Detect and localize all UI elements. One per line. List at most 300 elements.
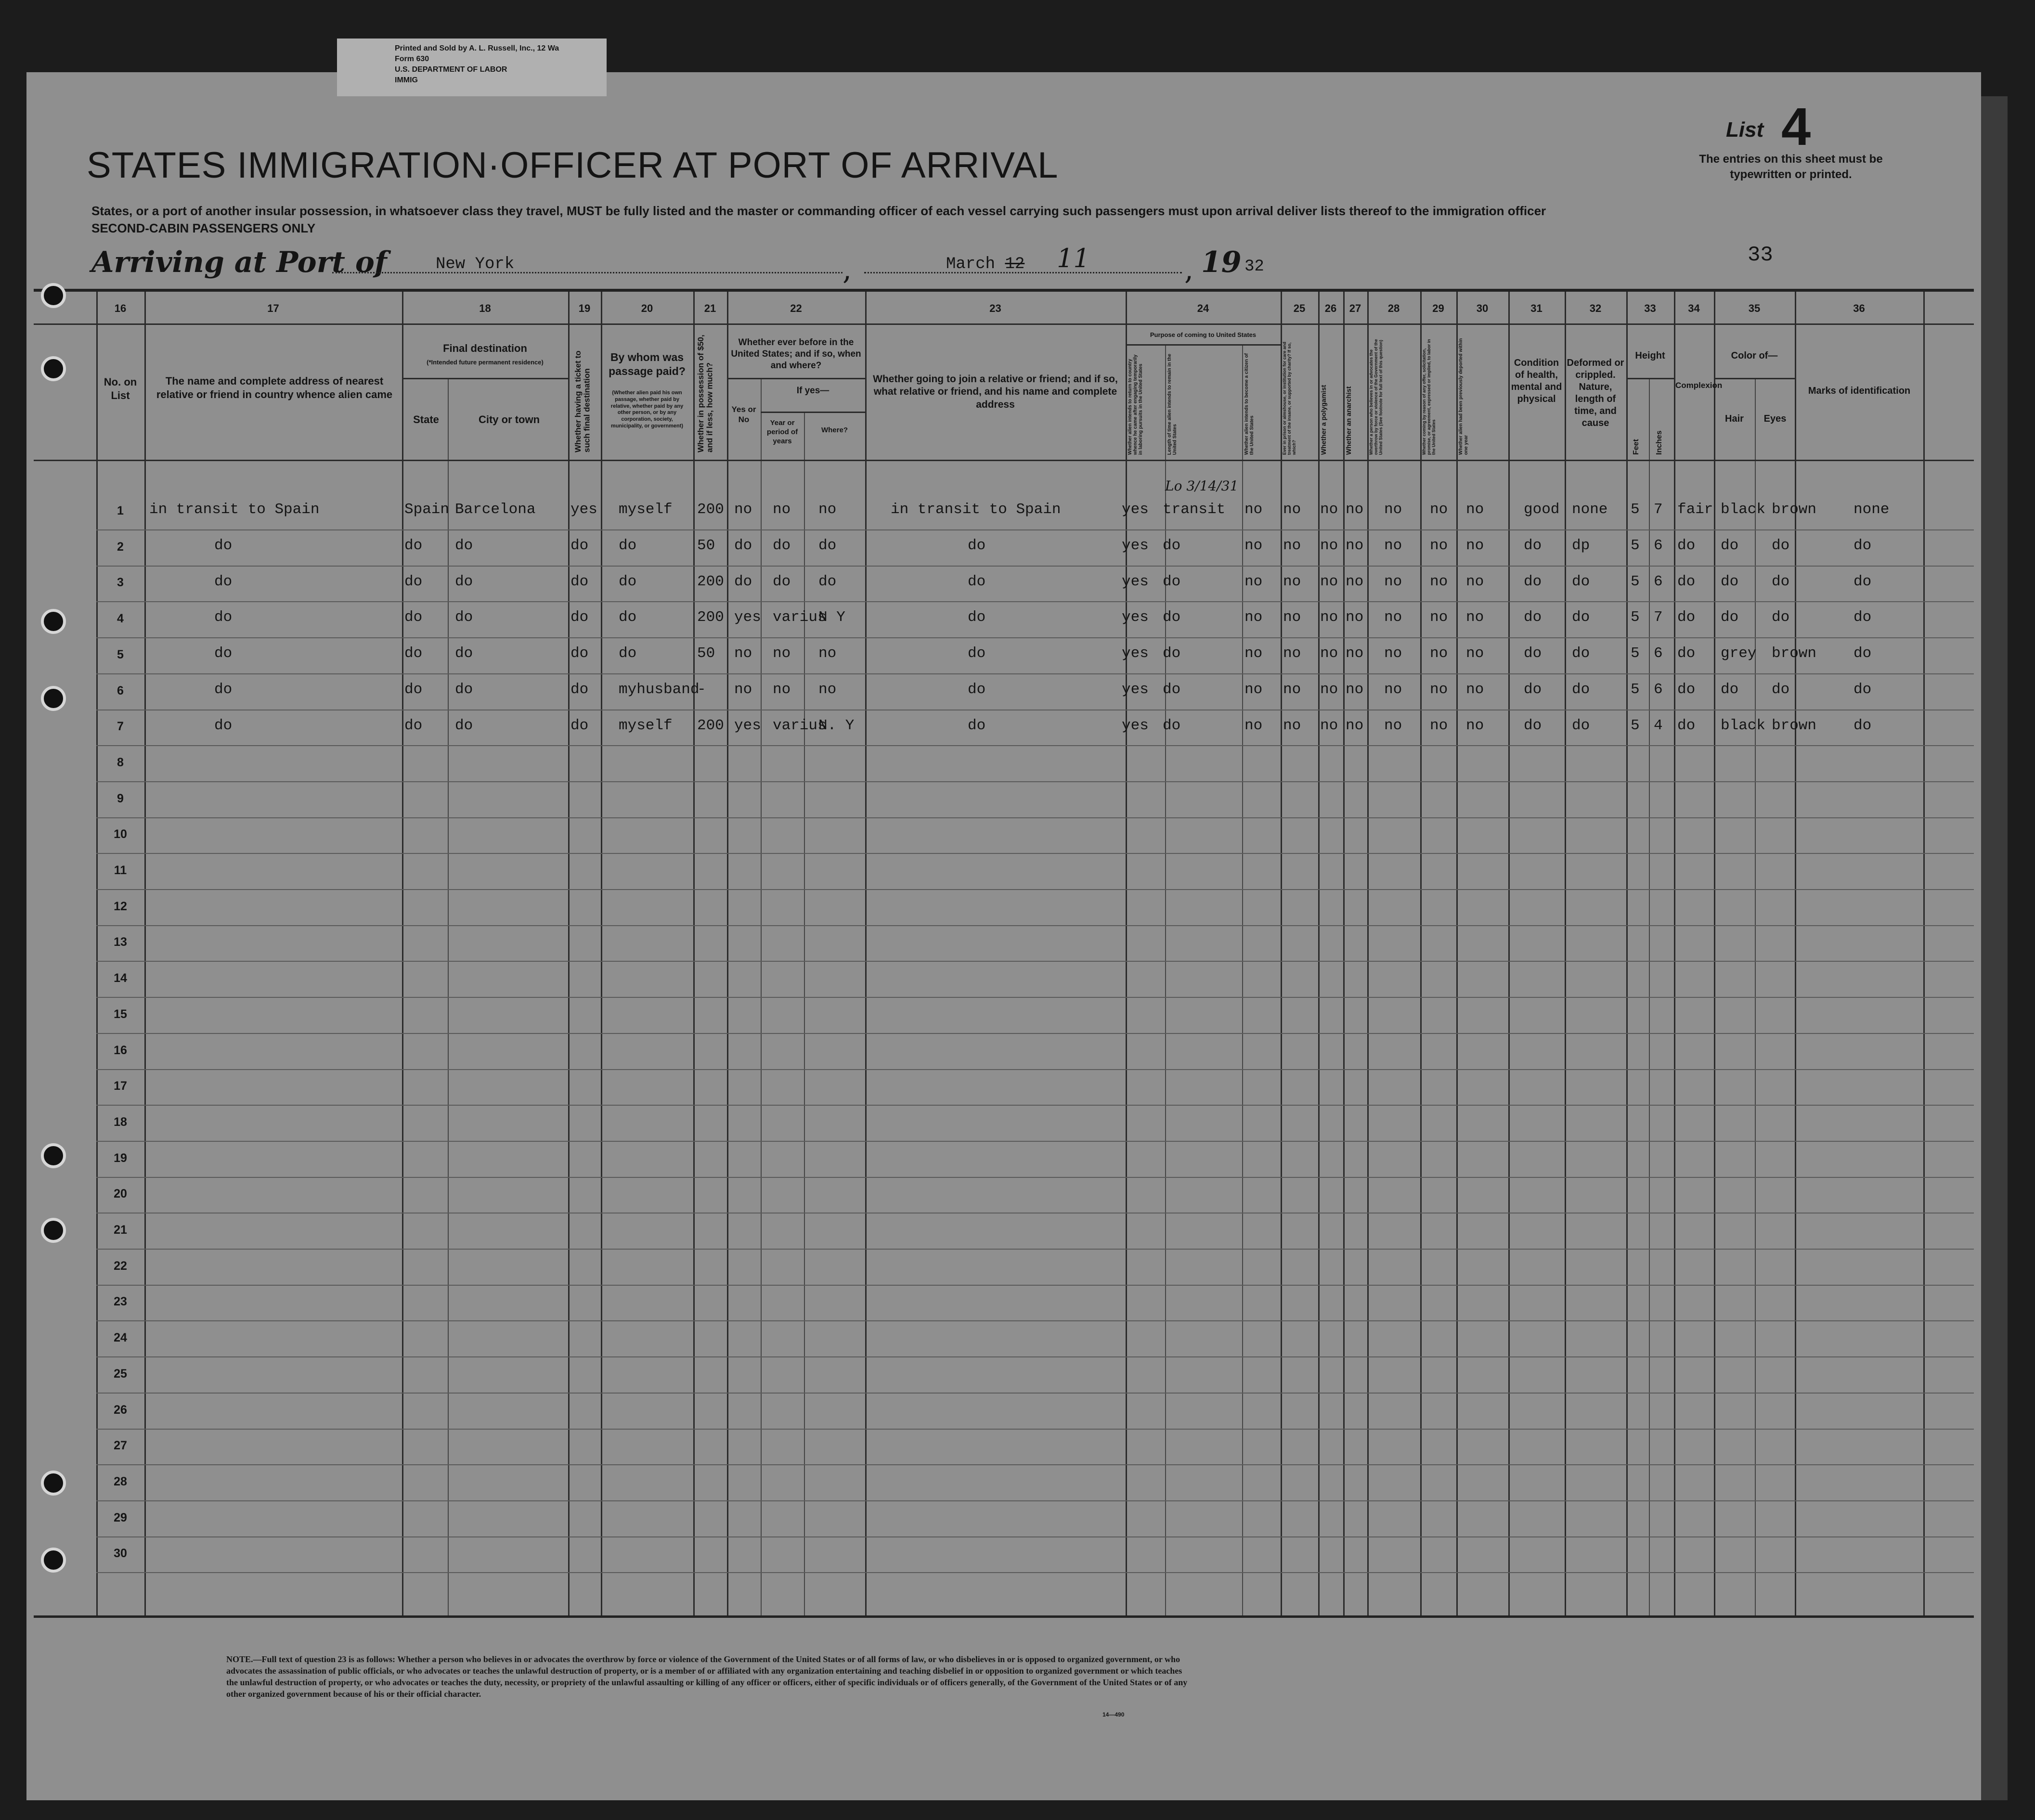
row-number: 26 (114, 1403, 127, 1417)
cell-state: do (404, 609, 423, 626)
cell-city: do (455, 537, 473, 554)
page-title: STATES IMMIGRATION·OFFICER AT PORT OF ARRIVAL (87, 145, 1059, 186)
header-city: City or town (478, 413, 540, 426)
cell-health: do (1524, 609, 1542, 626)
column-number: 20 (641, 302, 653, 314)
row-number: 17 (114, 1079, 127, 1093)
row-number: 29 (114, 1511, 127, 1524)
cell-paid: do (619, 573, 637, 590)
row-number: 7 (117, 720, 124, 733)
cell-deported: no (1466, 609, 1484, 626)
row-rule (96, 1285, 1974, 1286)
cell-ever: no (734, 681, 752, 698)
header-deformed: Deformed or crippled. Nature, length of time, and cause (1567, 358, 1624, 428)
column-number: 24 (1197, 302, 1209, 314)
cell-relative: do (214, 681, 233, 698)
year-prefix: 19 (1201, 245, 1242, 279)
row-number: 9 (117, 792, 124, 805)
cell-where: do (818, 573, 837, 590)
row-number: 24 (114, 1331, 127, 1344)
cell-complexion: do (1677, 609, 1696, 626)
arriving-label: Arriving at Port of (91, 245, 387, 279)
cell-state: do (404, 717, 423, 734)
cell-complexion: fair (1677, 501, 1713, 518)
row-rule (96, 961, 1974, 962)
row-number: 5 (117, 648, 124, 661)
cell-city: do (455, 609, 473, 626)
column-number: 26 (1324, 302, 1337, 314)
cell-eyes: do (1772, 609, 1790, 626)
cell-deformed: do (1572, 609, 1590, 626)
cell-deported: no (1466, 681, 1484, 698)
cell-eyes: brown (1772, 501, 1817, 518)
column-number: 36 (1853, 302, 1865, 314)
column-number-rule (34, 323, 1974, 325)
printer-line: Form 630 (395, 55, 429, 63)
cell-ticket: do (570, 681, 589, 698)
header-subrule (727, 378, 865, 379)
cell-joining: do (968, 573, 986, 590)
row-number: 30 (114, 1547, 127, 1560)
cell-feet: 5 (1631, 717, 1640, 734)
cell-return: yes (1122, 609, 1149, 626)
column-number: 32 (1589, 302, 1602, 314)
column-rule (1165, 344, 1166, 1615)
header-state: State (413, 413, 439, 426)
header-anarchist: Whether an anarchist (1345, 386, 1352, 455)
subtitle-line: States, or a port of another insular possession, in whatsoever class they travel, MUST be fully listed and the master or commanding officer of each vessel carrying such passengers must upon arrival deliver lists thereof to the immigration officer (91, 204, 1546, 218)
row-rule (96, 529, 1974, 530)
column-rule (1626, 292, 1628, 1615)
list-number: 4 (1781, 97, 1811, 156)
list-note: The entries on this sheet must be typewritten or printed. (1699, 153, 1883, 181)
cell-joining: do (968, 717, 986, 734)
cell-state: do (404, 681, 423, 698)
port-dotted-line (332, 272, 843, 273)
cell-length: transit (1163, 501, 1226, 518)
cell-state: do (404, 537, 423, 554)
cell-feet: 5 (1631, 573, 1640, 590)
cell-where: N. Y (818, 717, 855, 734)
cell-ever: yes (734, 717, 761, 734)
cell-contract: no (1430, 501, 1448, 518)
cell-marks: none (1854, 501, 1890, 518)
cell-contract: no (1430, 537, 1448, 554)
month-value (946, 255, 1024, 273)
row-number: 15 (114, 1007, 127, 1021)
cell-health: do (1524, 717, 1542, 734)
cell-money: 200 (697, 501, 724, 518)
header-height: Height (1635, 350, 1665, 361)
row-rule (96, 1033, 1974, 1034)
cell-ticket: do (570, 645, 589, 662)
cell-eyes: do (1772, 681, 1790, 698)
cell-hair: grey (1721, 645, 1757, 662)
column-number: 30 (1476, 302, 1489, 314)
header-overthrow: Whether a person who believes in or advocates the overthrow by force or violence of the Government of the United States (See footnote for full text of this question) (1369, 339, 1383, 455)
row-number: 27 (114, 1439, 127, 1452)
cell-ever: do (734, 537, 752, 554)
cell-years: do (773, 573, 791, 590)
cell-paid: myself (619, 717, 673, 734)
day-value: 11 (1057, 243, 1090, 273)
header-passage-note: (Whether alien paid his own passage, whether paid by relative, whether paid by any other person, or by any corporation, society, municipality, or government) (610, 390, 684, 429)
header-hair: Hair (1725, 413, 1744, 424)
cell-citizen: no (1244, 573, 1263, 590)
header-feet: Feet (1632, 439, 1640, 455)
cell-where: do (818, 537, 837, 554)
cell-contract: no (1430, 681, 1448, 698)
separator-comma: , (1184, 253, 1194, 286)
row-rule (96, 1141, 1974, 1142)
cell-hair: do (1721, 537, 1739, 554)
row-rule (96, 1177, 1974, 1178)
row-number: 8 (117, 756, 124, 769)
row-rule (96, 853, 1974, 854)
cell-deported: no (1466, 645, 1484, 662)
cell-money: 50 (697, 537, 715, 554)
cell-money: 200 (697, 573, 724, 590)
cell-money: 50 (697, 645, 715, 662)
cell-contract: no (1430, 609, 1448, 626)
header-if-yes: If yes— (796, 386, 830, 396)
header-color-of: Color of— (1731, 350, 1778, 361)
cell-ticket: do (570, 573, 589, 590)
column-number: 33 (1644, 302, 1656, 314)
row-number: 21 (114, 1223, 127, 1237)
cell-ticket: do (570, 537, 589, 554)
header-subrule (402, 378, 568, 379)
cell-length: do (1163, 717, 1181, 734)
header-purpose-length: Length of time alien intends to remain in the United States (1167, 353, 1178, 455)
column-number: 22 (790, 302, 802, 314)
cell-inches: 6 (1654, 537, 1663, 554)
header-prison: Ever in prison or almshouse, or institution for care and treatment of the insane, or supported by charity? If so, which? (1282, 341, 1296, 455)
row-rule (96, 1105, 1974, 1106)
row-number: 23 (114, 1295, 127, 1308)
row-number: 13 (114, 935, 127, 949)
cell-deformed: do (1572, 717, 1590, 734)
cell-length: do (1163, 537, 1181, 554)
cell-paid: do (619, 609, 637, 626)
header-health: Condition of health, mental and physical (1511, 358, 1562, 404)
row-number: 10 (114, 827, 127, 841)
header-inches: Inches (1655, 430, 1663, 455)
cell-deformed: do (1572, 573, 1590, 590)
row-number: 25 (114, 1367, 127, 1381)
row-rule (96, 1464, 1974, 1465)
punch-hole-icon (41, 686, 66, 711)
row-rule (96, 637, 1974, 638)
cell-hair: do (1721, 681, 1739, 698)
handwritten-annotation: Lo 3/14/31 (1165, 478, 1239, 494)
printer-line: U.S. DEPARTMENT OF LABOR (395, 65, 507, 74)
cell-eyes: brown (1772, 717, 1817, 734)
cell-feet: 5 (1631, 681, 1640, 698)
cell-anarchist: no (1346, 717, 1364, 734)
cell-length: do (1163, 681, 1181, 698)
cell-citizen: no (1244, 537, 1263, 554)
cell-anarchist: no (1346, 681, 1364, 698)
cell-feet: 5 (1631, 501, 1640, 518)
column-rule (1456, 292, 1458, 1615)
header-bottom-rule (34, 460, 1974, 461)
cell-joining: do (968, 681, 986, 698)
cell-anarchist: no (1346, 537, 1364, 554)
cell-health: do (1524, 645, 1542, 662)
cell-marks: do (1854, 537, 1872, 554)
cell-feet: 5 (1631, 645, 1640, 662)
cell-contract: no (1430, 717, 1448, 734)
cell-inches: 4 (1654, 717, 1663, 734)
cell-joining: do (968, 537, 986, 554)
cell-complexion: do (1677, 681, 1696, 698)
row-rule (96, 997, 1974, 998)
header-complexion: Complexion (1675, 381, 1723, 390)
cell-prison: no (1283, 681, 1301, 698)
row-rule (96, 1572, 1974, 1573)
cell-polygamist: no (1320, 645, 1338, 662)
cell-where: no (818, 681, 837, 698)
column-rule (804, 412, 805, 1615)
header-where: Where? (821, 426, 848, 434)
punch-hole-icon (41, 283, 66, 308)
cell-length: do (1163, 645, 1181, 662)
row-rule (96, 601, 1974, 602)
printer-stamp (337, 39, 607, 96)
form-code: 14—490 (1102, 1711, 1125, 1718)
cell-joining: do (968, 609, 986, 626)
punch-hole-icon (41, 1548, 66, 1573)
cell-state: do (404, 645, 423, 662)
cell-marks: do (1854, 717, 1872, 734)
cell-prison: no (1283, 717, 1301, 734)
cell-overthrow: no (1384, 573, 1402, 590)
month-text: March (946, 255, 996, 273)
cell-hair: do (1721, 573, 1739, 590)
row-number: 3 (117, 576, 124, 589)
cell-polygamist: no (1320, 681, 1338, 698)
header-polygamist: Whether a polygamist (1320, 385, 1327, 455)
cell-marks: do (1854, 573, 1872, 590)
header-yes-no: Yes or No (731, 405, 756, 425)
row-number: 6 (117, 684, 124, 697)
row-rule (96, 889, 1974, 890)
cell-inches: 7 (1654, 609, 1663, 626)
cell-state: Spain (404, 501, 450, 518)
cell-where: N Y (818, 609, 845, 626)
column-number: 28 (1387, 302, 1400, 314)
cell-health: do (1524, 573, 1542, 590)
column-number: 27 (1349, 302, 1361, 314)
cell-anarchist: no (1346, 645, 1364, 662)
row-rule (96, 1500, 1974, 1501)
cell-length: do (1163, 609, 1181, 626)
cell-return: yes (1122, 645, 1149, 662)
column-number: 31 (1530, 302, 1542, 314)
row-number: 28 (114, 1475, 127, 1488)
column-rule (693, 292, 695, 1615)
punch-hole-icon (41, 1218, 66, 1243)
cell-complexion: do (1677, 537, 1696, 554)
column-rule (865, 292, 867, 1615)
cell-ever: do (734, 573, 752, 590)
cell-overthrow: no (1384, 645, 1402, 662)
column-number: 34 (1688, 302, 1700, 314)
cell-relative: do (214, 573, 233, 590)
cell-deported: no (1466, 537, 1484, 554)
cell-paid: do (619, 537, 637, 554)
cell-deformed: dp (1572, 537, 1590, 554)
cell-health: good (1524, 501, 1560, 518)
header-money: Whether in possession of $50, and if less, how much? (696, 335, 714, 452)
cell-citizen: no (1244, 609, 1263, 626)
struck-day: 12 (1005, 255, 1025, 273)
cell-polygamist: no (1320, 717, 1338, 734)
subtitle-line: SECOND-CABIN PASSENGERS ONLY (91, 221, 316, 235)
cell-health: do (1524, 681, 1542, 698)
cell-hair: black (1721, 717, 1766, 734)
row-rule (96, 1249, 1974, 1250)
cell-contract: no (1430, 573, 1448, 590)
column-rule (1242, 344, 1243, 1615)
column-rule (1367, 292, 1369, 1615)
header-subrule (761, 412, 865, 413)
header-contract: Whether coming by reason of any offer, solicitation, promise, or agreement, expressed or implied, to labor in the United States (1422, 339, 1436, 455)
row-rule (96, 673, 1974, 674)
cell-return: yes (1122, 537, 1149, 554)
cell-where: no (818, 501, 837, 518)
year-suffix: 32 (1244, 258, 1264, 276)
row-number: 14 (114, 971, 127, 985)
column-rule (1714, 292, 1715, 1615)
cell-hair: black (1721, 501, 1766, 518)
page-edge-shadow (1979, 96, 2008, 1800)
cell-marks: do (1854, 609, 1872, 626)
cell-prison: no (1283, 609, 1301, 626)
header-no-on-list: No. on List (104, 376, 137, 401)
cell-paid: myhusband (619, 681, 700, 698)
column-rule (402, 292, 403, 1615)
cell-inches: 7 (1654, 501, 1663, 518)
cell-city: do (455, 573, 473, 590)
cell-relative: do (214, 645, 233, 662)
cell-money: 200 (697, 717, 724, 734)
cell-citizen: no (1244, 501, 1263, 518)
column-number: 19 (578, 302, 591, 314)
punch-hole-icon (41, 1471, 66, 1496)
row-number: 2 (117, 540, 124, 554)
cell-city: do (455, 717, 473, 734)
cell-overthrow: no (1384, 717, 1402, 734)
header-final-destination-note: (*Intended future permanent residence) (427, 359, 544, 366)
row-rule (96, 1393, 1974, 1394)
row-number: 18 (114, 1115, 127, 1129)
cell-polygamist: no (1320, 501, 1338, 518)
port-value: New York (436, 255, 515, 273)
form-top-rule (34, 289, 1974, 292)
header-ever-before: Whether ever before in the United States; and if so, when and where? (731, 337, 861, 371)
header-purpose-return: Whether alien intends to return to country whence he came after engaging temporarily in laboring pursuits in the United States (1128, 354, 1143, 455)
cell-years: no (773, 681, 791, 698)
row-rule (96, 1536, 1974, 1537)
row-rule (96, 817, 1974, 818)
cell-deported: no (1466, 501, 1484, 518)
cell-overthrow: no (1384, 609, 1402, 626)
header-final-destination: Final destination (443, 342, 527, 354)
row-rule (96, 566, 1974, 567)
row-number: 22 (114, 1259, 127, 1273)
column-rule (144, 292, 146, 1615)
cell-return: yes (1122, 501, 1149, 518)
cell-eyes: brown (1772, 645, 1817, 662)
cell-deformed: do (1572, 681, 1590, 698)
cell-paid: myself (619, 501, 673, 518)
cell-state: do (404, 573, 423, 590)
cell-overthrow: no (1384, 537, 1402, 554)
row-number: 11 (114, 864, 127, 877)
column-number: 18 (479, 302, 491, 314)
cell-ever: no (734, 645, 752, 662)
header-year-period: Year or period of years (766, 419, 798, 445)
cell-citizen: no (1244, 717, 1263, 734)
cell-years: varius (773, 609, 827, 626)
cell-feet: 5 (1631, 537, 1640, 554)
header-eyes: Eyes (1763, 413, 1787, 424)
row-number: 19 (114, 1151, 127, 1165)
punch-hole-icon (41, 609, 66, 634)
cell-eyes: do (1772, 537, 1790, 554)
cell-relative: in transit to Spain (149, 501, 320, 518)
column-rule (1343, 292, 1345, 1615)
header-purpose: Purpose of coming to United States (1150, 331, 1257, 338)
cell-return: yes (1122, 681, 1149, 698)
cell-money: 200 (697, 609, 724, 626)
column-rule (1420, 292, 1422, 1615)
cell-return: yes (1122, 717, 1149, 734)
punch-hole-icon (41, 1143, 66, 1168)
cell-paid: do (619, 645, 637, 662)
cell-polygamist: no (1320, 537, 1338, 554)
header-passage-paid: By whom was passage paid? (609, 351, 686, 377)
header-subrule (1714, 378, 1795, 379)
cell-complexion: do (1677, 717, 1696, 734)
row-rule (96, 1356, 1974, 1357)
column-rule (1923, 292, 1925, 1615)
header-subrule (1126, 344, 1281, 346)
cell-inches: 6 (1654, 645, 1663, 662)
printer-line: IMMIG (395, 76, 418, 84)
cell-years: no (773, 645, 791, 662)
row-rule (96, 1069, 1974, 1070)
cell-relative: do (214, 537, 233, 554)
row-number: 16 (114, 1044, 127, 1057)
cell-deported: no (1466, 717, 1484, 734)
cell-polygamist: no (1320, 609, 1338, 626)
header-ticket: Whether having a ticket to such final destination (573, 350, 592, 452)
column-number: 16 (114, 302, 127, 314)
cell-anarchist: no (1346, 501, 1364, 518)
header-deported: Whether alien had been previously deported within one year (1458, 338, 1469, 455)
cell-years: do (773, 537, 791, 554)
column-rule (1318, 292, 1320, 1615)
cell-polygamist: no (1320, 573, 1338, 590)
column-rule (568, 292, 570, 1615)
header-purpose-citizen: Whether alien intends to become a citizen of the United States (1244, 353, 1255, 455)
cell-deported: no (1466, 573, 1484, 590)
column-number: 29 (1432, 302, 1444, 314)
list-label: List (1726, 118, 1764, 142)
